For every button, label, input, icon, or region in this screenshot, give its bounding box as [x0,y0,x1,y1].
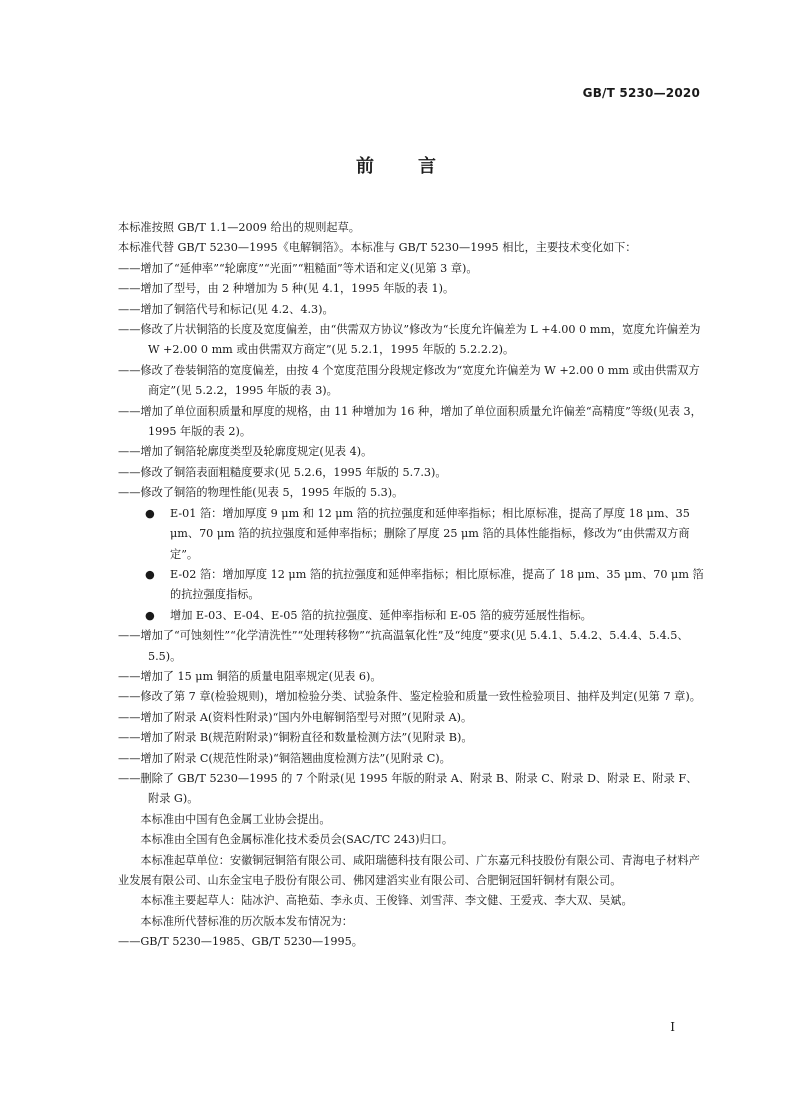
bullet-item [118,565,704,606]
bullet-icon: ● [145,567,155,581]
paragraph: 本标准起草单位：安徽铜冠铜箔有限公司、咸阳瑞德科技有限公司、广东嘉元科技股份有限公司、青海电子材料产业发展有限公司、山东金宝电子股份有限公司、佛冈建滔实业有限公司、合肥铜冠国轩铜材有限公司。 [118,853,700,887]
paragraph: 本标准由中国有色金属工业协会提出。 [140,812,331,826]
change-item: ——GB/T 5230—1985、GB/T 5230—1995。 [118,935,363,949]
bullet-item [118,606,704,626]
change-item: ——增加了“延伸率”“轮廓度”“光面”“粗糙面”等术语和定义(见第 3 章)。 [118,261,478,275]
change-item: ——增加了 15 μm 铜箔的质量电阻率规定(见表 6)。 [118,669,382,683]
change-item: ——增加了单位面积质量和厚度的规格，由 11 种增加为 16 种，增加了单位面积质量允许偏差“高精度”等级(见表 3，1995 年版的表 2)。 [118,404,702,439]
paragraph: 本标准由全国有色金属标准化技术委员会(SAC/TC 243)归口。 [140,833,454,847]
change-item: ——增加了附录 B(规范附附录)“铜粉直径和数量检测方法”(见附录 B)。 [118,731,473,745]
bullet-item [118,504,704,565]
change-item: ——增加了铜箔代号和标记(见 4.2、4.3)。 [118,302,334,316]
foreword-body [118,218,704,953]
change-item: ——删除了 GB/T 5230—1995 的 7 个附录(见 1995 年版的附录 A、附录 B、附录 C、附录 D、附录 E、附录 F、附录 G)。 [118,771,698,806]
change-item: ——增加了附录 C(规范性附录)“铜箔翘曲度检测方法”(见附录 C)。 [118,751,451,765]
paragraph: 本标准代替 GB/T 5230—1995《电解铜箔》。本标准与 GB/T 5230—1995 相比，主要技术变化如下： [118,241,637,255]
paragraph: 本标准主要起草人：陆冰沪、高艳茹、李永贞、王俊锋、刘雪萍、李文健、王爱戎、李大双、吴斌。 [140,894,633,908]
bullet-text: 增加 E-03、E-04、E-05 箔的抗拉强度、延伸率指标和 E-05 箔的疲劳延展性指标。 [170,608,592,622]
bullet-text: E-01 箔：增加厚度 9 μm 和 12 μm 箔的抗拉强度和延伸率指标；相比原标准，提高了厚度 18 μm、35 μm、70 μm 箔的抗拉强度和延伸率指标；删除了厚度 25 μm 箔的具体性能指标，修改为“由供需双方商定”。 [170,506,690,561]
bullet-text: E-02 箔：增加厚度 12 μm 箔的抗拉强度和延伸率指标；相比原标准，提高了 18 μm、35 μm、70 μm 箔的抗拉强度指标。 [170,567,704,602]
change-item: ——修改了铜箔的物理性能(见表 5，1995 年版的 5.3)。 [118,486,404,500]
bullet-icon: ● [145,506,155,520]
page-title: 前言 [356,156,480,177]
standard-number: GB/T 5230—2020 [582,86,700,100]
change-item: ——增加了附录 A(资料性附录)“国内外电解铜箔型号对照”(见附录 A)。 [118,710,473,724]
change-item: ——修改了铜箔表面粗糙度要求(见 5.2.6，1995 年版的 5.7.3)。 [118,465,447,479]
change-item: ——增加了型号，由 2 种增加为 5 种(见 4.1，1995 年版的表 1)。 [118,282,455,296]
change-item: ——修改了卷装铜箔的宽度偏差，由按 4 个宽度范围分段规定修改为“宽度允许偏差为 W +2.00 0 mm 或由供需双方商定”(见 5.2.2，1995 年版的表 3)。 [118,363,700,398]
page-number: I [670,1020,675,1034]
change-item: ——修改了片状铜箔的长度及宽度偏差，由“供需双方协议”修改为“长度允许偏差为 L +4.00 0 mm，宽度允许偏差为 W +2.00 0 mm 或由供需双方商定”(见 5.2.1，1995 年版的 5.2.2.2)。 [118,323,701,357]
change-item: ——修改了第 7 章(检验规则)，增加检验分类、试验条件、鉴定检验和质量一致性检验项目、抽样及判定(见第 7 章)。 [118,690,701,704]
bullet-icon: ● [145,608,155,622]
paragraph: 本标准按照 GB/T 1.1—2009 给出的规则起草。 [118,221,360,234]
change-item: ——增加了“可蚀刻性”“化学清洗性”“处理转移物”“抗高温氧化性”及“纯度”要求(见 5.4.1、5.4.2、5.4.4、5.4.5、5.5)。 [118,629,689,663]
paragraph: 本标准所代替标准的历次版本发布情况为： [140,914,353,928]
change-item: ——增加了铜箔轮廓度类型及轮廓度规定(见表 4)。 [118,445,373,459]
